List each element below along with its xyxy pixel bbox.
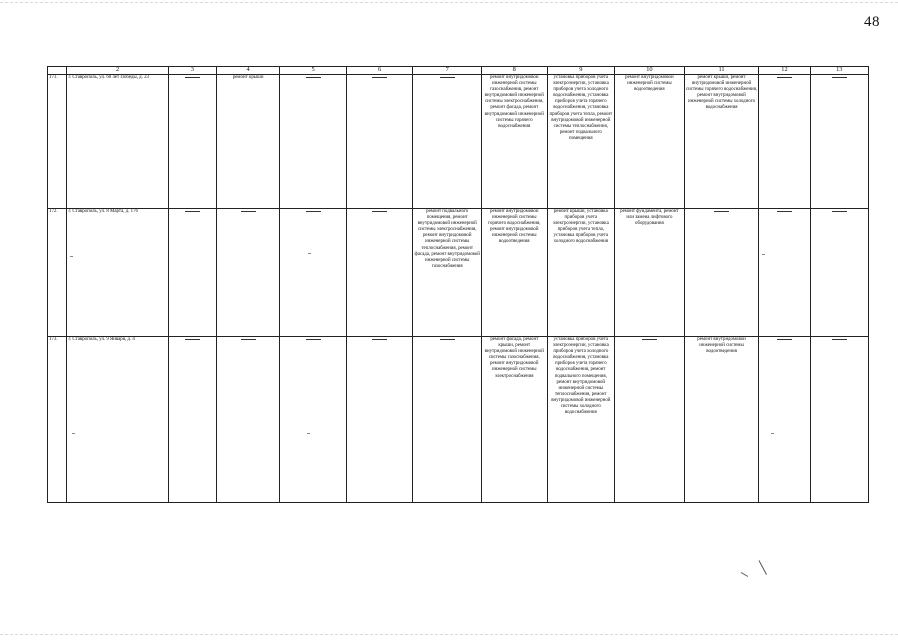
dash-mark <box>372 77 387 78</box>
dash-mark <box>306 211 321 212</box>
col-header-5: 5 <box>280 67 347 75</box>
scan-speck <box>762 254 765 255</box>
cell-empty <box>759 209 810 337</box>
row-address: г. Ставрополь, ул. 60 лет Победы, д. 23 <box>67 75 168 209</box>
scan-speck <box>308 253 311 254</box>
cell-empty <box>684 209 759 337</box>
row-number: 173. <box>48 337 67 503</box>
cell-works: ремонт крыши <box>216 75 279 209</box>
scan-speck <box>72 433 75 434</box>
cell-works: ремонт крыши, ремонт внутридомовой инженерной системы горячего водоснабжения, ремонт внутридомовой инженерной системы холодного водоснабжения <box>684 75 759 209</box>
cell-empty <box>168 209 216 337</box>
row-number: 171. <box>48 75 67 209</box>
cell-empty <box>346 209 413 337</box>
row-address: г. Ставрополь, ул. 9 Января, д. 4 <box>67 337 168 503</box>
table-row <box>48 337 869 503</box>
cell-empty <box>810 75 868 209</box>
cell-works: ремонт крыши, установка приборов учета электроэнергии, установка приборов учета тепла, установка приборов учета холодного водоснабжения <box>547 209 615 337</box>
dash-mark <box>306 77 321 78</box>
cell-works: ремонт фундамента, ремонт или замена лифтового оборудования <box>615 209 685 337</box>
cell-works: установка приборов учета электроэнергии, установка приборов учета холодного водоснабжения, установка приборов учета горячего водоснабжения, установка приборов учета тепла, ремонт внутридомовой инженерной системы теплоснабжения, ремонт подвального помещения <box>547 75 615 209</box>
repair-schedule-table <box>47 66 869 503</box>
col-header-12: 12 <box>759 67 810 75</box>
stray-pen-mark <box>741 572 748 577</box>
cell-empty <box>280 337 347 503</box>
dash-mark <box>777 211 792 212</box>
cell-empty <box>168 75 216 209</box>
cell-empty <box>346 337 413 503</box>
dash-mark <box>832 339 847 340</box>
page-number: 48 <box>864 14 880 30</box>
dash-mark <box>642 339 657 340</box>
cell-empty <box>759 337 810 503</box>
cell-empty <box>216 209 279 337</box>
col-header-9: 9 <box>547 67 615 75</box>
dash-mark <box>306 339 321 340</box>
cell-empty <box>413 337 482 503</box>
cell-empty <box>280 209 347 337</box>
cell-empty <box>168 337 216 503</box>
table-row <box>48 75 869 209</box>
dash-mark <box>185 77 200 78</box>
row-address: г. Ставрополь, ул. 8 Марта, д. 176 <box>67 209 168 337</box>
cell-empty <box>615 337 685 503</box>
col-header-11: 11 <box>684 67 759 75</box>
dash-mark <box>241 339 256 340</box>
cell-empty <box>413 75 482 209</box>
header-row <box>48 67 869 75</box>
dash-mark <box>185 339 200 340</box>
dash-mark <box>777 339 792 340</box>
col-header-10: 10 <box>615 67 685 75</box>
dash-mark <box>372 211 387 212</box>
dash-mark <box>832 77 847 78</box>
dash-mark <box>185 211 200 212</box>
cell-empty <box>810 337 868 503</box>
stray-pen-mark <box>759 560 767 575</box>
dash-mark <box>241 211 256 212</box>
scan-speck <box>307 433 310 434</box>
dash-mark <box>714 211 729 212</box>
cell-works: установка приборов учета электроэнергии, установка приборов учета холодного водоснабжения, установка приборов учета горячего водоснабжения, ремонт подвального помещения, ремонт внутридомовой инженерной системы теплоснабжения, ремонт внутридомовой инженерной системы холодного водоснабжения <box>547 337 615 503</box>
cell-works: ремонт фасада, ремонт крыши, ремонт внутридомовой инженерной системы газоснабжения, ремонт внутридомовой инженерной системы электроснабжения <box>482 337 548 503</box>
cell-works: ремонт подвального помещения, ремонт внутридомовой инженерной системы электроснабжения, ремонт внутридомовой инженерной системы теплоснабжения, ремонт фасада, ремонт внутридомовой инженерной системы газоснабжения <box>413 209 482 337</box>
dash-mark <box>832 211 847 212</box>
dash-mark <box>777 77 792 78</box>
scan-edge-top <box>0 2 898 3</box>
cell-works: ремонт внутридомовой инженерной системы водоотведения <box>684 337 759 503</box>
cell-empty <box>810 209 868 337</box>
scan-edge-bottom <box>0 634 898 635</box>
table-row <box>48 209 869 337</box>
row-number: 172. <box>48 209 67 337</box>
cell-empty <box>216 337 279 503</box>
col-header-7: 7 <box>413 67 482 75</box>
dash-mark <box>440 339 455 340</box>
cell-works: ремонт внутридомовой инженерной системы водоотведения <box>615 75 685 209</box>
col-header-3: 3 <box>168 67 216 75</box>
cell-works: ремонт внутридомовой инженерной системы горячего водоснабжения, ремонт внутридомовой инженерной системы водоотведения <box>482 209 548 337</box>
dash-mark <box>372 339 387 340</box>
col-header-8: 8 <box>482 67 548 75</box>
scan-speck <box>70 256 73 257</box>
col-header-1 <box>48 67 67 75</box>
cell-empty <box>346 75 413 209</box>
cell-empty <box>280 75 347 209</box>
col-header-13: 13 <box>810 67 868 75</box>
scan-speck <box>771 433 774 434</box>
dash-mark <box>440 77 455 78</box>
col-header-6: 6 <box>346 67 413 75</box>
col-header-4: 4 <box>216 67 279 75</box>
cell-empty <box>759 75 810 209</box>
cell-works: ремонт внутридомовой инженерной системы газоснабжения, ремонт внутридомовой инженерной системы электроснабжения, ремонт фасада, ремонт внутридомовой инженерной системы горячего водоснабжения <box>482 75 548 209</box>
col-header-2: 2 <box>67 67 168 75</box>
